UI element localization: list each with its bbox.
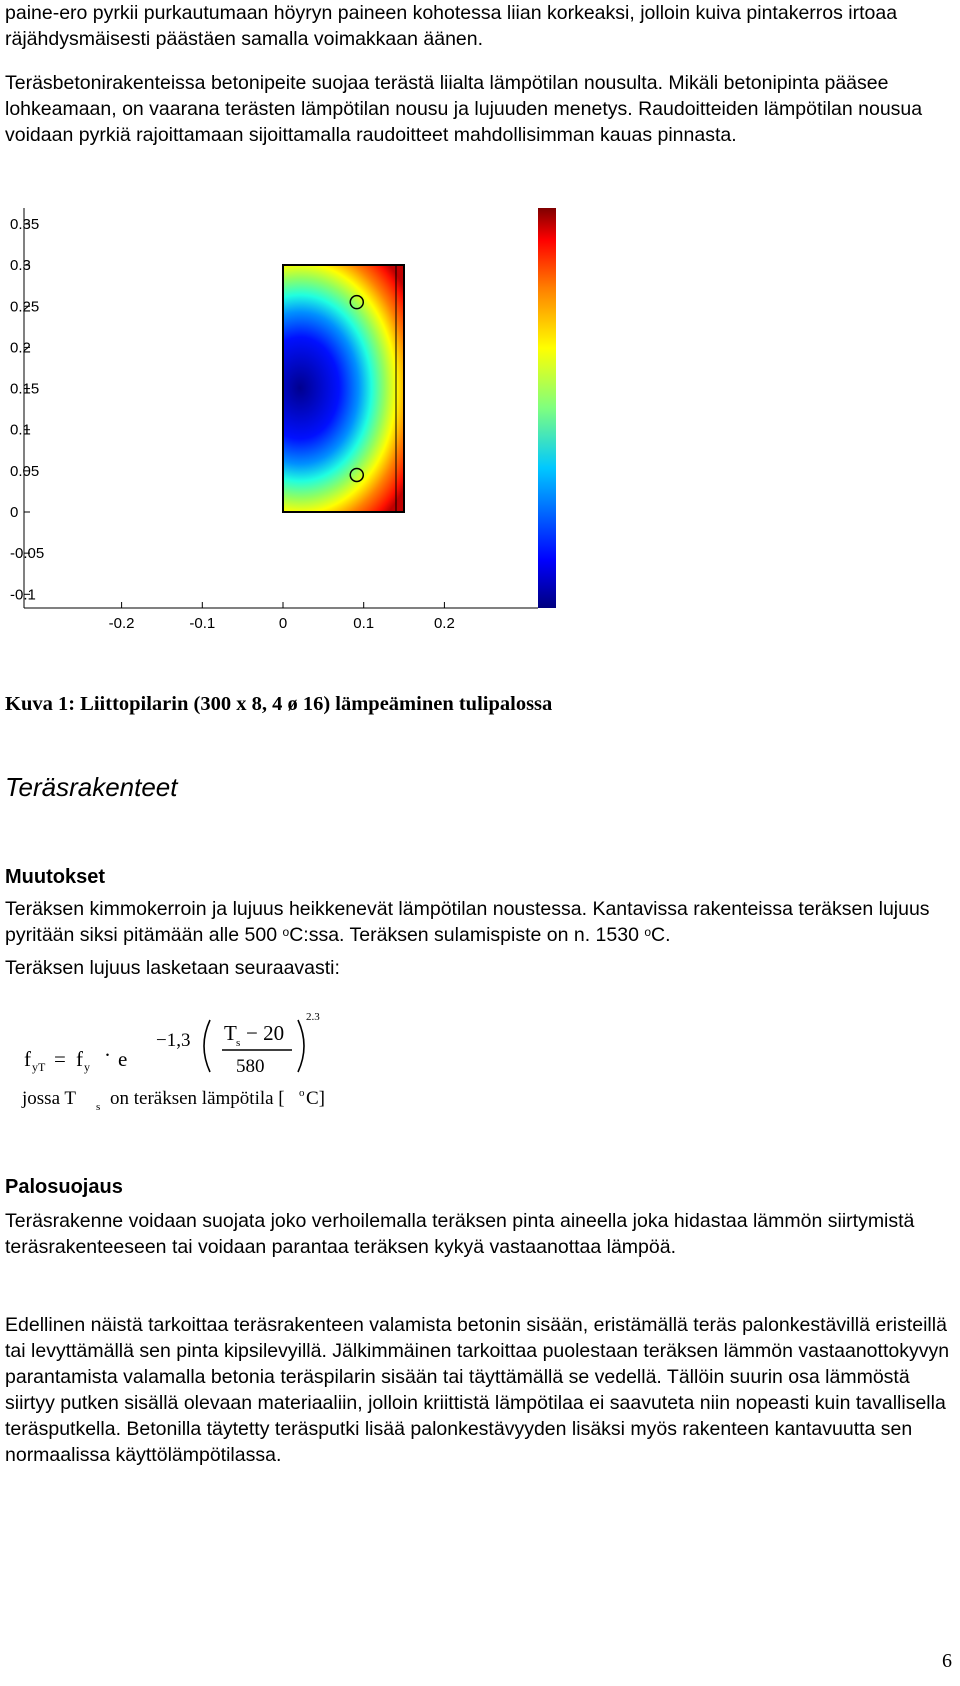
formula-note-sup: o xyxy=(299,1087,305,1099)
y-tick-label: 0.2 xyxy=(10,339,31,357)
intro-paragraph-2: Teräsbetonirakenteissa betonipeite suojaa terästä liialta lämpötilan nousulta. Mikäli betonipinta pääsee lohkeamaan, on vaarana terästen lämpötilan nousu ja lujuuden menetys. Raudoitteiden lämpötilan nousua voidaan pyrkiä rajoittamaan sijoittamalla raudoitteet mahdollisimman kauas pinnasta. xyxy=(5,72,923,146)
formula-equals: = xyxy=(54,1047,66,1071)
x-tick-label: -0.2 xyxy=(108,615,135,632)
subheading-palosuojaus: Palosuojaus xyxy=(5,1176,123,1198)
formula-numerator-sub: s xyxy=(236,1037,241,1049)
y-tick-label: 0.15 xyxy=(10,380,40,398)
figure-caption: Kuva 1: Liittopilarin (300 x 8, 4 ø 16) lämpeäminen tulipalossa xyxy=(5,693,553,715)
formula-numerator-rest: − 20 xyxy=(246,1021,285,1045)
formula-lhs-sub: yT xyxy=(32,1060,46,1074)
intro-paragraph-1: paine-ero pyrkii purkautumaan höyryn paineen kohotessa liian korkeaksi, jolloin kuiva pintakerros irtoaa räjähdysmäisesti päästäen samalla voimakkaan äänen. xyxy=(5,2,898,50)
steel-paragraph-1 xyxy=(5,896,955,948)
strength-formula xyxy=(14,1004,354,1121)
left-paren xyxy=(204,1020,210,1072)
formula-lhs: f xyxy=(24,1047,31,1071)
formula-svg xyxy=(14,1004,354,1116)
y-tick-label: 0.25 xyxy=(10,298,40,316)
fire-paragraph-2: Edellinen näistä tarkoittaa teräsrakenteen valamista betonin sisään, eristämällä teräs palonkestävillä eristeillä tai levyttämällä sen pinta kipsilevyillä. Jälkimmäinen tarkoittaa puolestaan teräksen lämmön vastaanottokyvyn parantamista valamalla betonia teräspilarin sisään tai täyttämällä se vedellä. Tällöin suurin osa lämmöstä siirtyy putken sisällä olevaan materiaaliin, jolloin kriittistä lämpötilaa ei saavuteta niin nopeasti kuin tavallisella teräsputkella. Betonilla täytetty teräsputki lisää palonkestävyyden lisäksi myös rakenteen kantavuutta sen normaalissa käyttölämpötilassa. xyxy=(5,1314,950,1466)
x-tick-label: -0.1 xyxy=(189,615,216,632)
right-paren xyxy=(298,1020,304,1072)
colorbar xyxy=(538,208,556,608)
fire-paragraph-1: Teräsrakenne voidaan suojata joko verhoilemalla teräksen pinta aineella joka hidastaa lämmön siirtymistä teräsrakenteeseen tai voidaan parantaa teräksen kykyä vastaanottaa lämpöä. xyxy=(5,1210,915,1258)
formula-coefficient: −1,3 xyxy=(156,1030,191,1051)
degree-superscript-1: o xyxy=(282,925,290,939)
y-tick-label: 0 xyxy=(10,504,19,521)
y-tick-label: 0.1 xyxy=(10,421,31,439)
axes-background xyxy=(8,208,546,608)
formula-note-a: jossa T xyxy=(22,1088,77,1109)
x-tick-label: 0 xyxy=(278,615,288,632)
subheading-muutokset: Muutokset xyxy=(5,866,105,888)
formula-fy: f xyxy=(76,1047,83,1071)
formula-note-sub: s xyxy=(96,1101,101,1113)
steel-text-b: C:ssa. Teräksen sulamispiste on n. 1530 xyxy=(289,924,645,946)
formula-denominator: 580 xyxy=(236,1056,265,1077)
y-tick-label: -0.05 xyxy=(10,545,45,563)
y-tick-label: 0.05 xyxy=(10,462,40,480)
formula-exponent: 2.3 xyxy=(306,1011,320,1023)
temperature-field xyxy=(283,265,404,512)
page-number: 6 xyxy=(942,1650,952,1672)
heatmap-figure xyxy=(0,208,600,673)
x-tick-label: 0.2 xyxy=(433,615,455,632)
degree-superscript-2: o xyxy=(644,925,652,939)
y-tick-label: -0.1 xyxy=(10,586,36,604)
steel-text-a: Teräksen kimmokerroin ja lujuus heikkenevät lämpötilan noustessa. Kantavissa rakenteissa teräksen lujuus pyritään siksi pitämään alle 500 xyxy=(5,898,930,946)
x-tick-label: 0.1 xyxy=(353,615,375,632)
y-tick-label: 0.35 xyxy=(10,215,40,233)
section-title: Teräsrakenteet xyxy=(5,772,178,802)
formula-dot: · xyxy=(104,1043,111,1067)
formula-note-b: on teräksen lämpötila [ xyxy=(110,1088,285,1109)
y-tick-label: 0.3 xyxy=(10,257,31,275)
cross-section xyxy=(283,265,404,512)
formula-fy-sub: y xyxy=(84,1060,90,1074)
formula-note-c: C] xyxy=(306,1088,325,1109)
temperature-heatmap xyxy=(0,208,600,668)
steel-paragraph-2: Teräksen lujuus lasketaan seuraavasti: xyxy=(5,957,340,979)
formula-e: e xyxy=(118,1047,128,1071)
steel-text-c: C. xyxy=(651,924,671,946)
formula-numerator-t: T xyxy=(224,1021,237,1045)
